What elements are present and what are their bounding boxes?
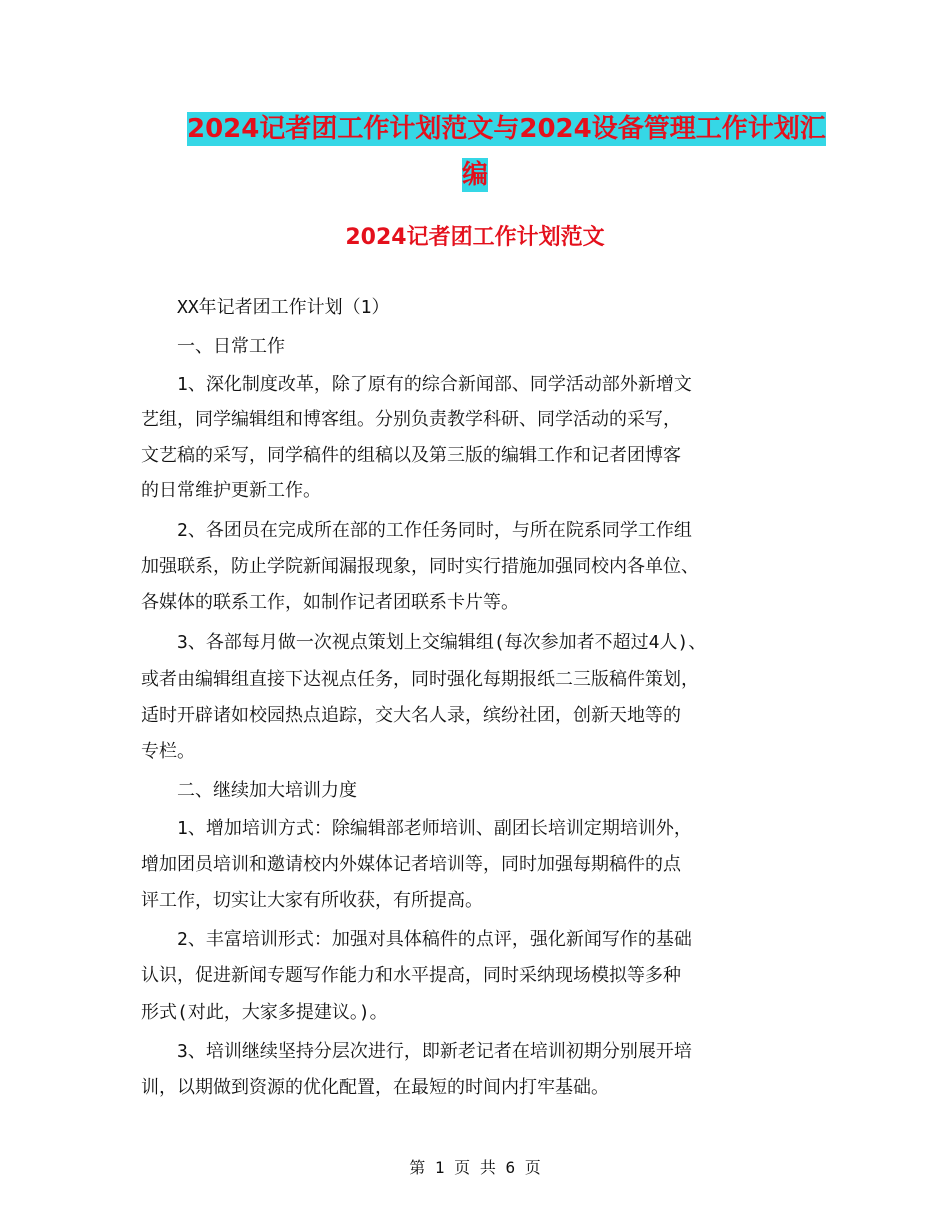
body-line: 文艺稿的采写，同学稿件的组稿以及第三版的编辑工作和记者团博客 [141, 445, 681, 466]
body-line: 训，以期做到资源的优化配置，在最短的时间内打牢基础。 [141, 1077, 609, 1098]
body-line: 二、继续加大培训力度 [141, 780, 357, 801]
body-line: 一、日常工作 [141, 336, 285, 357]
body-line: 认识，促进新闻专题写作能力和水平提高，同时采纳现场模拟等多种 [141, 965, 681, 986]
body-line: 艺组，同学编辑组和博客组。分别负责教学科研、同学活动的采写， [141, 409, 681, 430]
title-line-1: 2024记者团工作计划范文与2024设备管理工作计划汇 [187, 114, 826, 144]
body-line: 增加团员培训和邀请校内外媒体记者培训等，同时加强每期稿件的点 [141, 854, 681, 875]
body-line: XX年记者团工作计划（1） [141, 297, 390, 318]
body-line: 适时开辟诸如校园热点追踪，交大名人录，缤纷社团，创新天地等的 [141, 705, 681, 726]
body-line: 2、各团员在完成所在部的工作任务同时，与所在院系同学工作组 [141, 520, 692, 541]
body-line: 形式(对此，大家多提建议。)。 [141, 1002, 388, 1023]
page-footer: 第 1 页 共 6 页 [409, 1158, 541, 1177]
body-line: 1、增加培训方式：除编辑部老师培训、副团长培训定期培训外， [141, 818, 692, 839]
body-line: 加强联系，防止学院新闻漏报现象，同时实行措施加强同校内各单位、 [141, 556, 699, 577]
body-line: 各媒体的联系工作，如制作记者团联系卡片等。 [141, 592, 519, 613]
body-line: 的日常维护更新工作。 [141, 480, 321, 501]
body-line: 评工作，切实让大家有所收获，有所提高。 [141, 890, 483, 911]
body-line: 3、培训继续坚持分层次进行，即新老记者在培训初期分别展开培 [141, 1041, 692, 1062]
body-line: 专栏。 [141, 741, 195, 762]
body-line: 2、丰富培训形式：加强对具体稿件的点评，强化新闻写作的基础 [141, 929, 692, 950]
section-subtitle: 2024记者团工作计划范文 [345, 225, 605, 250]
body-line: 或者由编辑组直接下达视点任务，同时强化每期报纸二三版稿件策划， [141, 669, 699, 690]
body-line: 3、各部每月做一次视点策划上交编辑组(每次参加者不超过4人)、 [141, 632, 707, 653]
title-line-2: 编 [462, 160, 489, 190]
body-line: 1、深化制度改革，除了原有的综合新闻部、同学活动部外新增文 [141, 374, 692, 395]
